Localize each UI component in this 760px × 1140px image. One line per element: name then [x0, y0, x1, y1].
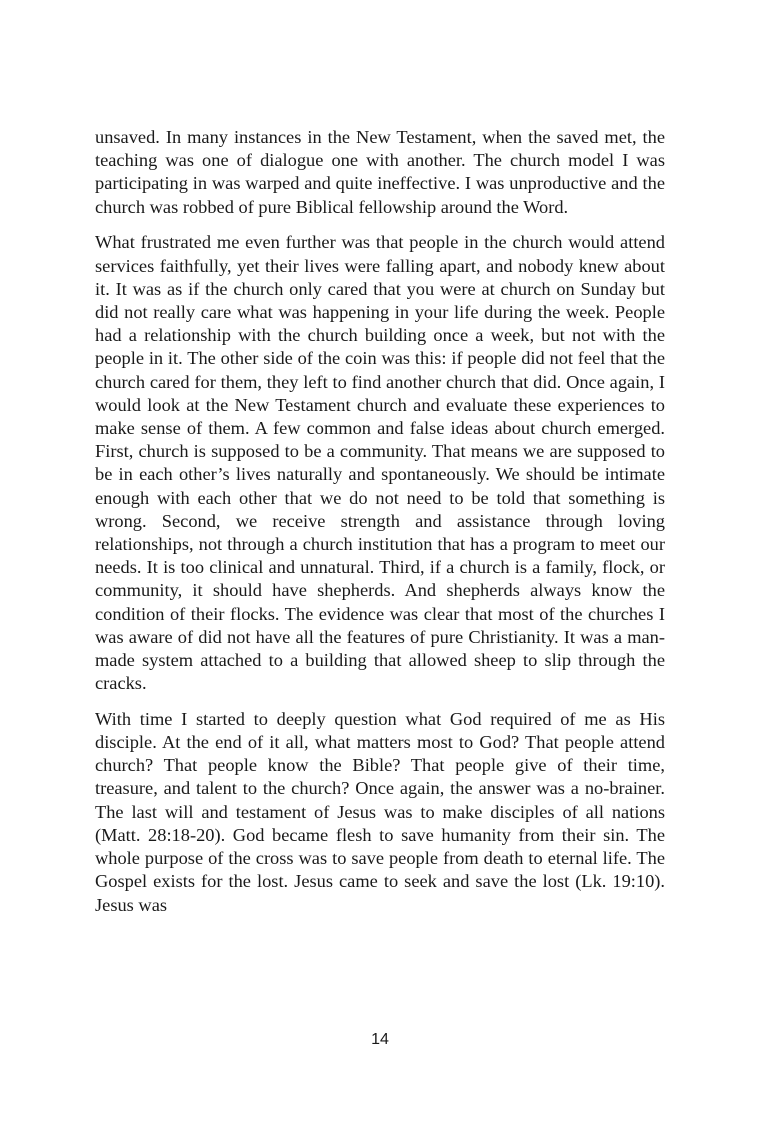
body-text: [95, 126, 665, 929]
paragraph-3: With time I started to deeply question what God required of me as His disciple. At the end of it all, what matters most to God? That people attend church? That people know the Bible? That people give of their time, treasure, and talent to the church? Once again, the answer was a no-brainer. The last will and testament of Jesus was to make disciples of all nations (Matt. 28:18-20). God became flesh to save humanity from their sin. The whole purpose of the cross was to save people from death to eternal life. The Gospel exists for the lost. Jesus came to seek and save the lost (Lk. 19:10). Jesus was: [95, 708, 665, 915]
paragraph-2: What frustrated me even further was that people in the church would attend services faithfully, yet their lives were falling apart, and nobody knew about it. It was as if the church only cared that you were at church on Sunday but did not really care what was happening in your life during the week. People had a relationship with the church building once a week, but not with the people in it. The other side of the coin was this: if people did not feel that the church cared for them, they left to find another church that did. Once again, I would look at the New Testament church and evaluate these experiences to make sense of them. A few common and false ideas about church emerged. First, church is supposed to be a community. That means we are supposed to be in each other’s lives naturally and spontaneously. We should be intimate enough with each other that we do not need to be told that something is wrong. Second, we receive strength and assistance through loving relationships, not through a church institution that has a program to meet our needs. It is too clinical and unnatural. Third, if a church is a family, flock, or community, it should have shepherds. And shepherds always know the condition of their flocks. The evidence was clear that most of the churches I was aware of did not have all the features of pure Christianity. It was a man-made system attached to a building that allowed sheep to slip through the cracks.: [95, 232, 665, 694]
paragraph-1: unsaved. In many instances in the New Testament, when the saved met, the teaching was one of dialogue one with another. The church model I was participating in was warped and quite ineffective. I was unproductive and the church was robbed of pure Biblical fellowship around the Word.: [95, 127, 665, 217]
page-number: 14: [371, 1031, 389, 1048]
